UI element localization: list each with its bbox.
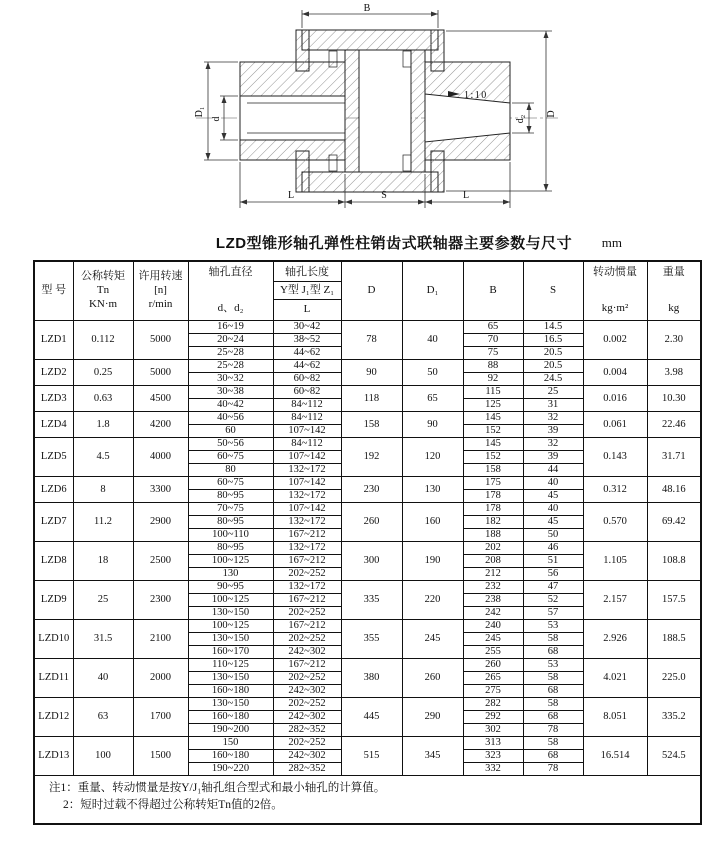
bore-diameter-cell: 60~75 [188, 477, 273, 490]
S-cell: 20.5 [523, 347, 583, 360]
B-cell: 232 [463, 581, 523, 594]
page-title: LZD型锥形轴孔弹性柱销齿式联轴器主要参数与尺寸 [215, 235, 573, 252]
bore-length-cell: 202~252 [273, 607, 341, 620]
bore-diameter-cell: 30~38 [188, 386, 273, 399]
model-cell: LZD2 [34, 360, 73, 386]
S-cell: 39 [523, 425, 583, 438]
col-header-weight: 重量 kg [647, 261, 701, 321]
S-cell: 39 [523, 451, 583, 464]
right-tapered-bore [425, 94, 510, 142]
B-cell: 245 [463, 633, 523, 646]
S-cell: 14.5 [523, 321, 583, 334]
title-row [33, 232, 700, 256]
bore-diameter-cell: 130~150 [188, 698, 273, 711]
bore-length-cell: 132~172 [273, 516, 341, 529]
inertia-cell: 8.051 [583, 698, 647, 737]
bore-length-cell: 38~52 [273, 334, 341, 347]
S-cell: 52 [523, 594, 583, 607]
bore-length-cell: 167~212 [273, 555, 341, 568]
bore-diameter-cell: 80 [188, 464, 273, 477]
table-body [34, 321, 701, 776]
bore-diameter-cell: 130~150 [188, 633, 273, 646]
top-cap [302, 30, 438, 50]
inertia-cell: 0.004 [583, 360, 647, 386]
torque-cell: 8 [73, 477, 133, 503]
left-flange [345, 50, 359, 172]
D1-cell: 50 [402, 360, 463, 386]
model-cell: LZD5 [34, 438, 73, 477]
bore-length-cell: 44~62 [273, 347, 341, 360]
bore-diameter-cell: 25~28 [188, 360, 273, 373]
bore-length-cell: 107~142 [273, 477, 341, 490]
B-cell: 178 [463, 503, 523, 516]
bore-diameter-cell: 100~125 [188, 555, 273, 568]
torque-cell: 0.25 [73, 360, 133, 386]
D1-cell: 345 [402, 737, 463, 776]
col-header-bore-length: 轴孔长度 Y型 J₁型 Z₁ L [273, 261, 341, 321]
B-cell: 65 [463, 321, 523, 334]
S-cell: 57 [523, 607, 583, 620]
bore-diameter-cell: 130 [188, 568, 273, 581]
model-cell: LZD1 [34, 321, 73, 360]
bore-length-cell: 84~112 [273, 438, 341, 451]
model-cell: LZD13 [34, 737, 73, 776]
torque-cell: 0.112 [73, 321, 133, 360]
bore-diameter-cell: 110~125 [188, 659, 273, 672]
spec-subrow [34, 412, 701, 425]
bore-length-cell: 132~172 [273, 464, 341, 477]
bore-diameter-cell: 80~95 [188, 490, 273, 503]
D-cell: 90 [341, 360, 402, 386]
D1-cell: 290 [402, 698, 463, 737]
bore-diameter-cell: 70~75 [188, 503, 273, 516]
model-cell: LZD8 [34, 542, 73, 581]
S-cell: 40 [523, 477, 583, 490]
B-cell: 282 [463, 698, 523, 711]
B-cell: 313 [463, 737, 523, 750]
S-cell: 32 [523, 438, 583, 451]
S-cell: 40 [523, 503, 583, 516]
spec-subrow [34, 386, 701, 399]
speed-cell: 1500 [133, 737, 188, 776]
dim-label-L-left: L [287, 190, 295, 201]
bore-diameter-cell: 16~19 [188, 321, 273, 334]
bore-length-cell: 242~302 [273, 750, 341, 763]
spec-subrow [34, 620, 701, 633]
note-line-2: 2：短时过载不得超过公称转矩Tn值的2倍。 [63, 799, 283, 812]
bore-diameter-cell: 90~95 [188, 581, 273, 594]
speed-cell: 4500 [133, 386, 188, 412]
bore-length-cell: 282~352 [273, 724, 341, 737]
inertia-cell: 0.312 [583, 477, 647, 503]
right-flange [411, 50, 425, 172]
inertia-cell: 0.143 [583, 438, 647, 477]
S-cell: 56 [523, 568, 583, 581]
bore-length-cell: 107~142 [273, 503, 341, 516]
S-cell: 68 [523, 711, 583, 724]
S-cell: 50 [523, 529, 583, 542]
S-cell: 44 [523, 464, 583, 477]
spec-subrow [34, 737, 701, 750]
bore-diameter-cell: 25~28 [188, 347, 273, 360]
spec-subrow [34, 321, 701, 334]
bore-diameter-cell: 150 [188, 737, 273, 750]
S-cell: 32 [523, 412, 583, 425]
B-cell: 70 [463, 334, 523, 347]
D1-cell: 40 [402, 321, 463, 360]
bore-diameter-cell: 160~180 [188, 685, 273, 698]
D1-cell: 190 [402, 542, 463, 581]
bore-length-cell: 282~352 [273, 763, 341, 776]
bore-diameter-cell: 100~125 [188, 594, 273, 607]
D-cell: 78 [341, 321, 402, 360]
col-header-B: B [463, 261, 523, 321]
speed-cell: 4000 [133, 438, 188, 477]
S-cell: 46 [523, 542, 583, 555]
col-header-D: D [341, 261, 402, 321]
table-header [34, 261, 701, 321]
S-cell: 51 [523, 555, 583, 568]
B-cell: 145 [463, 412, 523, 425]
bore-diameter-cell: 80~95 [188, 542, 273, 555]
weight-cell: 69.42 [647, 503, 701, 542]
bore-length-cell: 60~82 [273, 386, 341, 399]
B-cell: 238 [463, 594, 523, 607]
weight-cell: 31.71 [647, 438, 701, 477]
B-cell: 115 [463, 386, 523, 399]
model-cell: LZD6 [34, 477, 73, 503]
bore-diameter-cell: 80~95 [188, 516, 273, 529]
bore-diameter-cell: 30~32 [188, 373, 273, 386]
speed-cell: 2900 [133, 503, 188, 542]
model-cell: LZD11 [34, 659, 73, 698]
torque-cell: 0.63 [73, 386, 133, 412]
weight-cell: 157.5 [647, 581, 701, 620]
model-cell: LZD3 [34, 386, 73, 412]
model-cell: LZD7 [34, 503, 73, 542]
B-cell: 202 [463, 542, 523, 555]
weight-cell: 10.30 [647, 386, 701, 412]
bore-length-cell: 202~252 [273, 672, 341, 685]
inertia-cell: 2.157 [583, 581, 647, 620]
D-cell: 158 [341, 412, 402, 438]
torque-cell: 63 [73, 698, 133, 737]
bore-length-cell: 132~172 [273, 581, 341, 594]
dim-label-D: D [546, 110, 557, 118]
inertia-cell: 0.002 [583, 321, 647, 360]
bore-diameter-cell: 190~200 [188, 724, 273, 737]
D1-cell: 65 [402, 386, 463, 412]
technical-drawing [0, 0, 725, 228]
inertia-cell: 0.061 [583, 412, 647, 438]
B-cell: 255 [463, 646, 523, 659]
model-cell: LZD9 [34, 581, 73, 620]
spec-subrow [34, 503, 701, 516]
bore-diameter-cell: 40~42 [188, 399, 273, 412]
weight-cell: 524.5 [647, 737, 701, 776]
bore-diameter-cell: 60~75 [188, 451, 273, 464]
notes-cell [34, 776, 701, 824]
bore-diameter-cell: 130~150 [188, 607, 273, 620]
B-cell: 188 [463, 529, 523, 542]
B-cell: 275 [463, 685, 523, 698]
bore-length-cell: 202~252 [273, 633, 341, 646]
bore-length-cell: 84~112 [273, 399, 341, 412]
taper-label: 1:10 [464, 90, 488, 101]
torque-cell: 1.8 [73, 412, 133, 438]
bore-diameter-cell: 100~110 [188, 529, 273, 542]
bore-length-cell: 242~302 [273, 711, 341, 724]
B-cell: 158 [463, 464, 523, 477]
bore-diameter-cell: 60 [188, 425, 273, 438]
inertia-cell: 0.016 [583, 386, 647, 412]
S-cell: 68 [523, 685, 583, 698]
D1-cell: 245 [402, 620, 463, 659]
weight-cell: 335.2 [647, 698, 701, 737]
S-cell: 31 [523, 399, 583, 412]
S-cell: 58 [523, 672, 583, 685]
bore-diameter-cell: 130~150 [188, 672, 273, 685]
weight-cell: 225.0 [647, 659, 701, 698]
weight-cell: 48.16 [647, 477, 701, 503]
B-cell: 302 [463, 724, 523, 737]
bore-length-cell: 167~212 [273, 529, 341, 542]
coupling-cross-section [0, 0, 725, 228]
bore-diameter-cell: 20~24 [188, 334, 273, 347]
S-cell: 58 [523, 633, 583, 646]
bore-length-cell: 242~302 [273, 685, 341, 698]
B-cell: 75 [463, 347, 523, 360]
B-cell: 145 [463, 438, 523, 451]
speed-cell: 5000 [133, 360, 188, 386]
spec-subrow [34, 360, 701, 373]
B-cell: 178 [463, 490, 523, 503]
col-header-D1: D₁ [402, 261, 463, 321]
B-cell: 260 [463, 659, 523, 672]
left-bore [240, 96, 345, 140]
torque-cell: 4.5 [73, 438, 133, 477]
bore-length-cell: 84~112 [273, 412, 341, 425]
parameters-table [33, 260, 702, 825]
B-cell: 332 [463, 763, 523, 776]
model-cell: LZD12 [34, 698, 73, 737]
B-cell: 152 [463, 451, 523, 464]
D-cell: 300 [341, 542, 402, 581]
bore-length-cell: 242~302 [273, 646, 341, 659]
S-cell: 78 [523, 724, 583, 737]
S-cell: 58 [523, 698, 583, 711]
weight-cell: 188.5 [647, 620, 701, 659]
dim-label-S: S [381, 190, 387, 201]
speed-cell: 2300 [133, 581, 188, 620]
speed-cell: 3300 [133, 477, 188, 503]
B-cell: 265 [463, 672, 523, 685]
D-cell: 118 [341, 386, 402, 412]
B-cell: 208 [463, 555, 523, 568]
bore-length-cell: 107~142 [273, 451, 341, 464]
weight-cell: 22.46 [647, 412, 701, 438]
weight-cell: 108.8 [647, 542, 701, 581]
bore-length-cell: 30~42 [273, 321, 341, 334]
table-notes [34, 776, 701, 824]
D1-cell: 260 [402, 659, 463, 698]
S-cell: 68 [523, 646, 583, 659]
bore-length-cell: 202~252 [273, 568, 341, 581]
dim-label-d2: d₂ [515, 114, 526, 124]
D1-cell: 130 [402, 477, 463, 503]
torque-cell: 25 [73, 581, 133, 620]
D-cell: 445 [341, 698, 402, 737]
S-cell: 53 [523, 659, 583, 672]
D1-cell: 160 [402, 503, 463, 542]
dim-label-D1: D₁ [194, 106, 205, 118]
D-cell: 355 [341, 620, 402, 659]
bore-length-cell: 202~252 [273, 698, 341, 711]
S-cell: 58 [523, 737, 583, 750]
B-cell: 92 [463, 373, 523, 386]
bore-diameter-cell: 50~56 [188, 438, 273, 451]
speed-cell: 2500 [133, 542, 188, 581]
spec-subrow [34, 542, 701, 555]
torque-cell: 31.5 [73, 620, 133, 659]
col-header-bore-diameter: 轴孔直径 d、d₂ [188, 261, 273, 321]
S-cell: 45 [523, 490, 583, 503]
B-cell: 125 [463, 399, 523, 412]
inertia-cell: 0.570 [583, 503, 647, 542]
S-cell: 24.5 [523, 373, 583, 386]
col-header-speed: 许用转速 [n] r/min [133, 261, 188, 321]
B-cell: 323 [463, 750, 523, 763]
B-cell: 292 [463, 711, 523, 724]
D-cell: 515 [341, 737, 402, 776]
D-cell: 380 [341, 659, 402, 698]
bore-diameter-cell: 100~125 [188, 620, 273, 633]
speed-cell: 4200 [133, 412, 188, 438]
col-header-torque: 公称转矩 Tn KN·m [73, 261, 133, 321]
bore-length-cell: 132~172 [273, 542, 341, 555]
bore-length-cell: 167~212 [273, 620, 341, 633]
note-line-1: 注1：重量、转动惯量是按Y/J₁轴孔组合型式和最小轴孔的计算值。 [49, 782, 386, 794]
S-cell: 53 [523, 620, 583, 633]
weight-cell: 3.98 [647, 360, 701, 386]
bore-diameter-cell: 160~180 [188, 750, 273, 763]
bore-diameter-cell: 190~220 [188, 763, 273, 776]
model-cell: LZD4 [34, 412, 73, 438]
inertia-cell: 2.926 [583, 620, 647, 659]
D-cell: 260 [341, 503, 402, 542]
spec-subrow [34, 581, 701, 594]
speed-cell: 5000 [133, 321, 188, 360]
spec-subrow [34, 698, 701, 711]
S-cell: 45 [523, 516, 583, 529]
B-cell: 242 [463, 607, 523, 620]
torque-cell: 11.2 [73, 503, 133, 542]
S-cell: 20.5 [523, 360, 583, 373]
spec-subrow [34, 477, 701, 490]
S-cell: 68 [523, 750, 583, 763]
inertia-cell: 16.514 [583, 737, 647, 776]
bore-length-cell: 132~172 [273, 490, 341, 503]
bore-length-cell: 107~142 [273, 425, 341, 438]
speed-cell: 1700 [133, 698, 188, 737]
torque-cell: 40 [73, 659, 133, 698]
bore-length-cell: 167~212 [273, 594, 341, 607]
torque-cell: 18 [73, 542, 133, 581]
col-header-S: S [523, 261, 583, 321]
D-cell: 230 [341, 477, 402, 503]
B-cell: 88 [463, 360, 523, 373]
B-cell: 212 [463, 568, 523, 581]
flange-gap [359, 50, 411, 172]
S-cell: 47 [523, 581, 583, 594]
B-cell: 152 [463, 425, 523, 438]
col-header-inertia: 转动惯量 kg·m² [583, 261, 647, 321]
inertia-cell: 4.021 [583, 659, 647, 698]
bottom-cap [302, 172, 438, 192]
unit-label: mm [601, 235, 622, 250]
B-cell: 175 [463, 477, 523, 490]
weight-cell: 2.30 [647, 321, 701, 360]
S-cell: 16.5 [523, 334, 583, 347]
spec-subrow [34, 438, 701, 451]
S-cell: 78 [523, 763, 583, 776]
inertia-cell: 1.105 [583, 542, 647, 581]
S-cell: 25 [523, 386, 583, 399]
model-cell: LZD10 [34, 620, 73, 659]
D-cell: 192 [341, 438, 402, 477]
torque-cell: 100 [73, 737, 133, 776]
speed-cell: 2100 [133, 620, 188, 659]
B-cell: 182 [463, 516, 523, 529]
D1-cell: 90 [402, 412, 463, 438]
bore-length-cell: 202~252 [273, 737, 341, 750]
D1-cell: 120 [402, 438, 463, 477]
speed-cell: 2000 [133, 659, 188, 698]
dim-label-L-right: L [462, 190, 470, 201]
bore-length-cell: 60~82 [273, 373, 341, 386]
bore-length-cell: 167~212 [273, 659, 341, 672]
dim-label-B: B [363, 3, 371, 14]
bore-diameter-cell: 40~56 [188, 412, 273, 425]
bore-length-cell: 44~62 [273, 360, 341, 373]
D-cell: 335 [341, 581, 402, 620]
dim-label-d: d [211, 116, 222, 122]
D1-cell: 220 [402, 581, 463, 620]
col-header-model: 型 号 [34, 261, 73, 321]
bore-diameter-cell: 160~170 [188, 646, 273, 659]
B-cell: 240 [463, 620, 523, 633]
bore-diameter-cell: 160~180 [188, 711, 273, 724]
spec-subrow [34, 659, 701, 672]
